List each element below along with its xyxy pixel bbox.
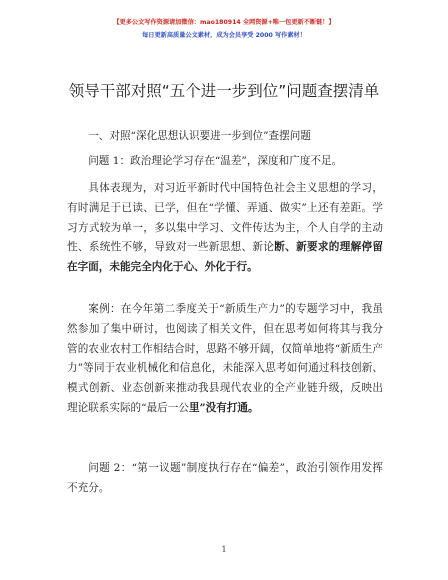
detail-text: 具体表现为，对习近平新时代中国特色社会主义思想的学习，有时满足于已读、已学，但在“学懂、弄通、做实”上还有差距。学习方式较为单一，多以集中学习、文件传达为主，个人自学的主动性、系统性不够，导致对一些新思想、新论 [67,182,383,254]
problem-1-statement: 问题 1：政治理论学习存在“温差”，深度和广度不足。 [88,155,343,167]
detail-emphasis-text: 断、新要求的理解停留在字面，未能完全内化于心、外化于行。 [67,241,384,274]
case-emphasis-text: 里”没有打通。 [188,401,259,414]
problem-2-statement: 问题 2：“第一议题”制度执行存在“偏差”，政治引领作用发挥不充分。 [67,462,383,494]
case-text: 案例：在今年第二季度关于“新质生产力”的专题学习中，我虽然参加了集中研讨，也阅读了相关文件，但在思考如何将其与我分管的农业农村工作相结合时，思路不够开阔，仅简单地将“新质生产力”等同于农业机械化和信息化，未能深入思考如何通过科技创新、模式创新、业态创新来推动我县现代农业的全产业链升级，反映出理论联系实际的“最后一公 [67,303,383,414]
page-number: 1 [221,545,227,554]
problem-1-detail-paragraph [67,179,383,278]
section-heading: 一、对照“深化思想认识要进一步到位”查摆问题 [88,130,311,142]
case-paragraph [67,300,383,419]
promo-banner-line-1: 【更多公文写作资源请加微信：mao180914 全网资源+唯一包更新不断链！】 [113,19,335,26]
promo-banner-line-2: 每日更新高质量公文素材，成为会员享受 2000 写作素材！ [142,32,306,39]
document-title: 领导干部对照“五个进一步到位”问题查摆清单 [68,82,380,100]
